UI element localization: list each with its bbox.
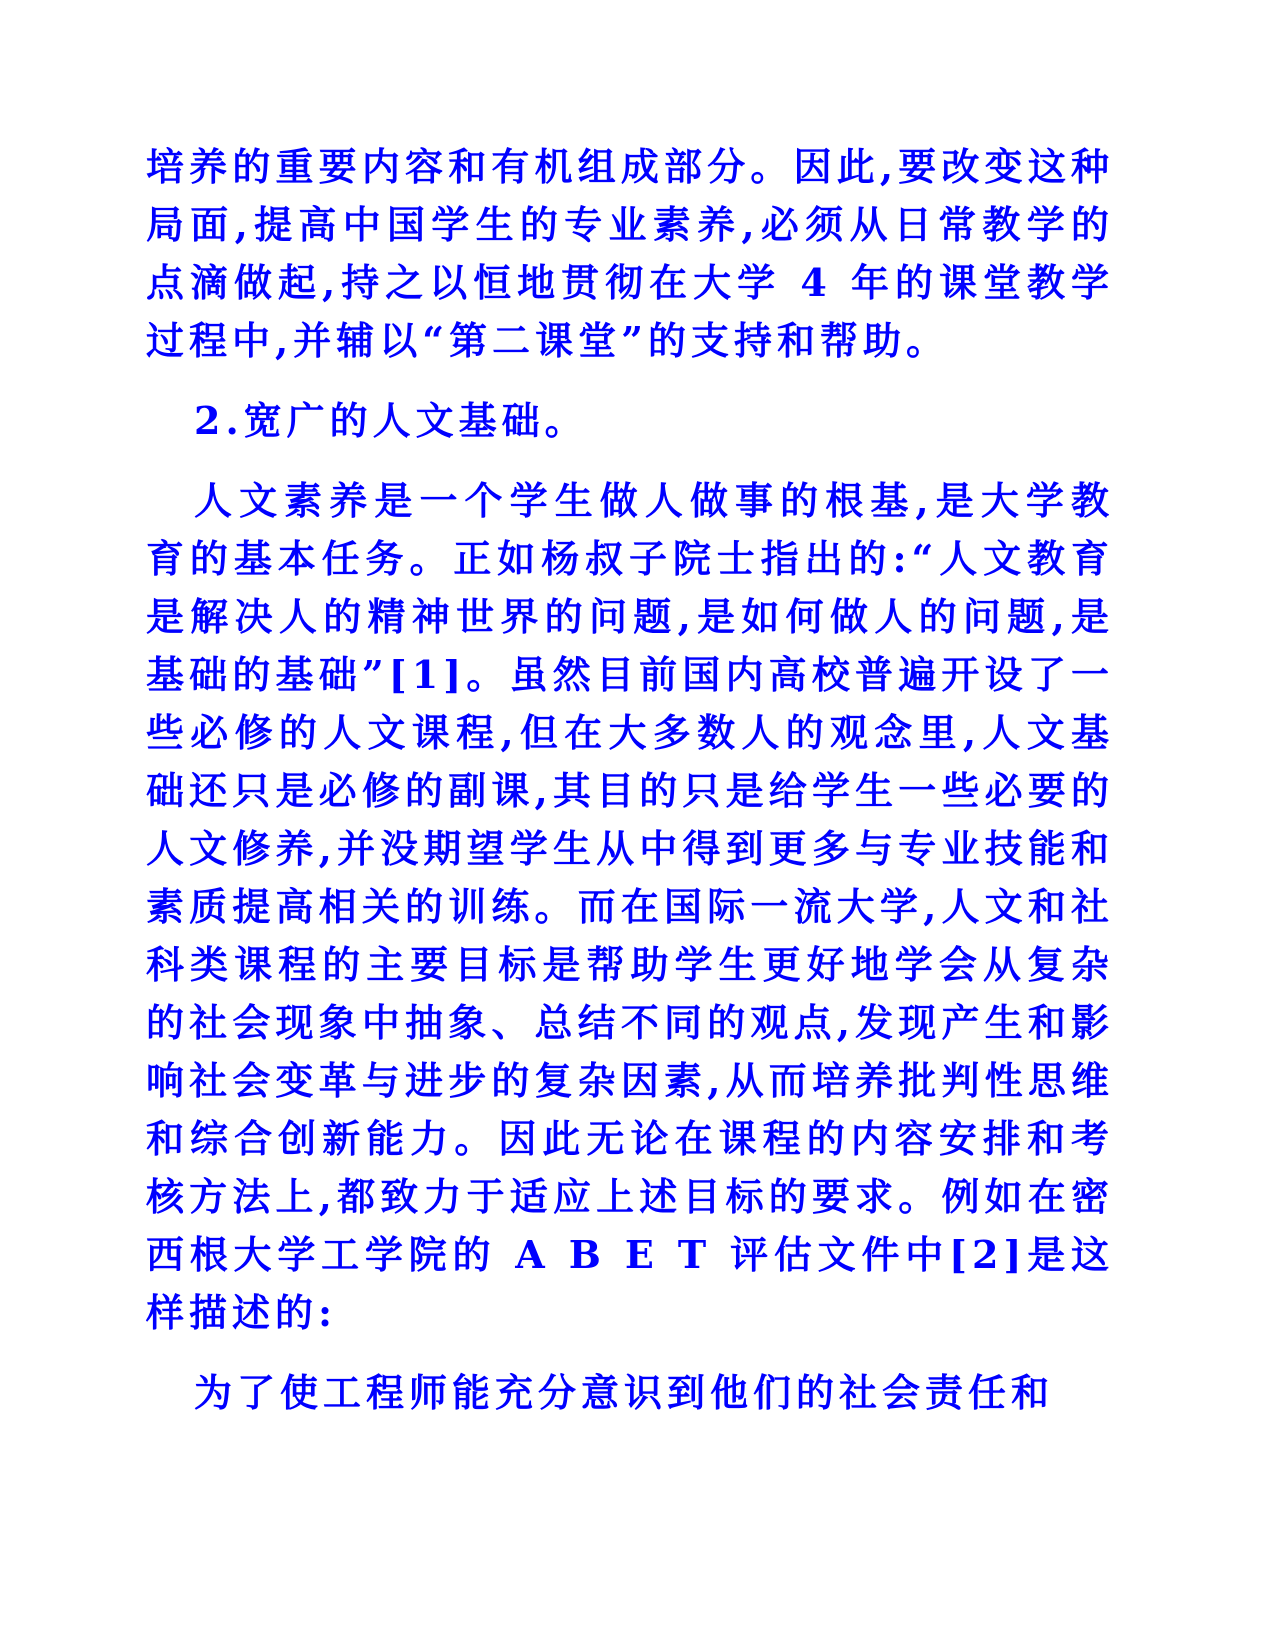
paragraph-humanities: 人文素养是一个学生做人做事的根基,是大学教育的基本任务。正如杨叔子院士指出的:“人文教育是解决人的精神世界的问题,是如何做人的问题,是基础的基础”[1]。虽然目前国内高校普遍开设了一些必修的人文课程,但在大多数人的观念里,人文基础还只是必修的副课,其目的只是给学生一些必要的人文修养,并没期望学生从中得到更多与专业技能和素质提高相关的训练。而在国际一流大学,人文和社科类课程的主要目标是帮助学生更好地学会从复杂的社会现象中抽象、总结不同的观点,发现产生和影响社会变革与进步的复杂因素,从而培养批判性思维和综合创新能力。因此无论在课程的内容安排和考核方法上,都致力于适应上述目标的要求。例如在密西根大学工学院的 A B E T 评估文件中[2]是这样描述的: bbox=[146, 478, 1114, 1335]
document-page bbox=[146, 138, 1114, 1422]
section-heading: 2.宽广的人文基础。 bbox=[194, 398, 588, 443]
paragraph-continuation: 培养的重要内容和有机组成部分。因此,要改变这种局面,提高中国学生的专业素养,必须从日常教学的点滴做起,持之以恒地贯彻在大学 4 年的课堂教学过程中,并辅以“第二课堂”的支持和帮助。 bbox=[146, 144, 1114, 363]
paragraph-quote-start: 为了使工程师能充分意识到他们的社会责任和 bbox=[194, 1370, 1055, 1415]
